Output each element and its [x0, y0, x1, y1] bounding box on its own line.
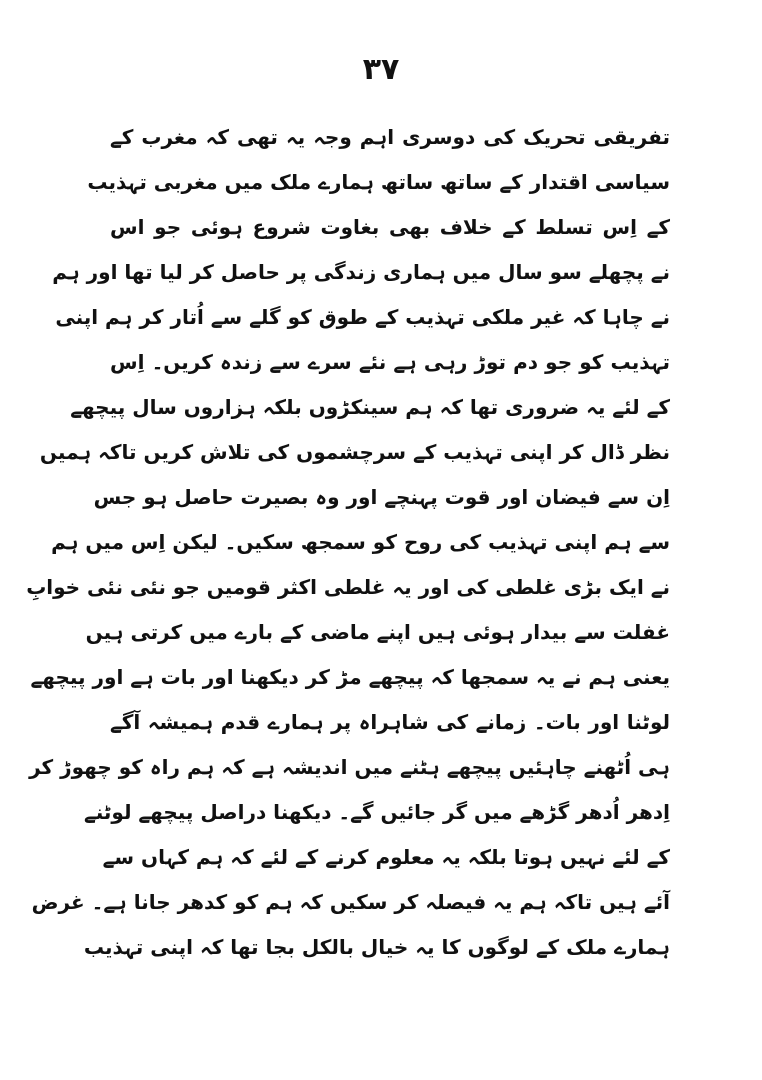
text-line: غفلت سے بیدار ہوئی ہیں اپنے ماضی کے بارے میں کرتی ہیں	[85, 620, 670, 644]
text-line: ہمارے ملک کے لوگوں کا یہ خیال بالکل بجا تھا کہ اپنی تہذیب	[83, 935, 670, 959]
text-line: کے لئے نہیں ہوتا بلکہ یہ معلوم کرنے کے لئے کہ ہم کہاں سے	[102, 845, 670, 869]
text-line: کے اِس تسلط کے خلاف بھی بغاوت شروع ہوئی جو اس	[110, 215, 670, 239]
text-line: ہی اُٹھنے چاہئیں پیچھے ہٹنے میں اندیشہ ہے کہ ہم راہ کو چھوڑ کر	[29, 755, 670, 779]
text-line: نے چاہا کہ غیر ملکی تہذیب کے طوق کو گلے سے اُتار کر ہم اپنی	[55, 305, 670, 329]
text-line: آئے ہیں تاکہ ہم یہ فیصلہ کر سکیں کہ ہم کو کدھر جانا ہے۔ غرض	[31, 890, 670, 914]
text-line: تہذیب کو جو دم توڑ رہی ہے نئے سرے سے زندہ کریں۔ اِس	[110, 350, 670, 374]
text-line: اِدھر اُدھر گڑھے میں گر جائیں گے۔ دیکھنا دراصل پیچھے لوٹنے	[84, 800, 670, 824]
body-text	[26, 115, 670, 970]
text-line: نے پچھلے سو سال میں ہماری زندگی پر حاصل کر لیا تھا اور ہم	[52, 260, 670, 284]
text-line: نے ایک بڑی غلطی کی اور یہ غلطی اکثر قومیں جو نئی نئی خوابِ	[26, 575, 670, 599]
text-line: لوٹنا اور بات۔ زمانے کی شاہراہ پر ہمارے قدم ہمیشہ آگے	[110, 710, 670, 734]
text-line: نظر ڈال کر اپنی تہذیب کے سرچشموں کی تلاش کریں تاکہ ہمیں	[39, 440, 670, 464]
text-line: تفریقی تحریک کی دوسری اہم وجہ یہ تھی کہ مغرب کے	[110, 125, 670, 149]
text-line: کے لئے یہ ضروری تھا کہ ہم سینکڑوں بلکہ ہزاروں سال پیچھے	[70, 395, 670, 419]
text-line: سیاسی اقتدار کے ساتھ ساتھ ہمارے ملک میں مغربی تہذیب	[87, 170, 670, 194]
text-line: سے ہم اپنی تہذیب کی روح کو سمجھ سکیں۔ لیکن اِس میں ہم	[51, 530, 670, 554]
text-line: یعنی ہم نے یہ سمجھا کہ پیچھے مڑ کر دیکھنا اور بات ہے اور پیچھے	[30, 665, 670, 689]
text-line: اِن سے فیضان اور قوت پہنچے اور وہ بصیرت حاصل ہو جس	[93, 485, 670, 509]
page-number: ۳۷	[362, 52, 400, 87]
